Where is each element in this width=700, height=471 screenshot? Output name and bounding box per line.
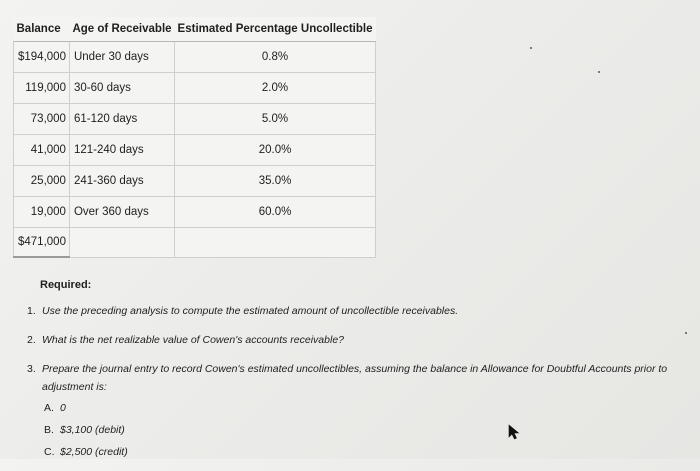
cell-percentage: 35.0% [175, 166, 376, 197]
option-item [44, 422, 687, 438]
option-text: $2,500 (credit) [60, 446, 128, 458]
option-item [44, 444, 687, 460]
table-row [14, 166, 376, 197]
options-list [27, 400, 687, 460]
item-text-continuation: adjustment is: [42, 381, 107, 393]
cell-age: 241-360 days [69, 166, 174, 197]
cell-age: Over 360 days [69, 197, 174, 228]
screen-speck [530, 47, 532, 49]
cell-percentage: 2.0% [175, 73, 376, 104]
aging-table-container [13, 17, 376, 258]
option-item [44, 400, 687, 416]
list-item [27, 360, 687, 460]
header-age: Age of Receivable [69, 17, 174, 42]
table-total-row [14, 228, 376, 258]
table-header-row [14, 17, 376, 42]
header-balance: Balance [14, 17, 70, 42]
list-item [27, 302, 687, 320]
mouse-cursor-icon [508, 424, 520, 440]
cell-percentage: 0.8% [175, 42, 376, 73]
cell-balance: 19,000 [14, 197, 70, 228]
cell-age: Under 30 days [69, 42, 174, 73]
cell-balance: 119,000 [14, 73, 70, 104]
screen-speck [598, 71, 600, 73]
cell-balance: 25,000 [14, 166, 70, 197]
header-percentage: Estimated Percentage Uncollectible [175, 17, 376, 42]
requirements-list [27, 302, 687, 471]
table-row [14, 73, 376, 104]
item-number: 1. [27, 305, 36, 317]
item-text: Use the preceding analysis to compute the estimated amount of uncollectible receivables. [42, 305, 459, 317]
cell-percentage: 60.0% [175, 197, 376, 228]
cell-percentage: 5.0% [175, 104, 376, 135]
item-number: 2. [27, 334, 36, 346]
cell-age: 61-120 days [69, 104, 174, 135]
table-row [14, 197, 376, 228]
option-letter: B. [44, 424, 54, 436]
option-letter: A. [44, 402, 54, 414]
item-text: What is the net realizable value of Cowen's accounts receivable? [42, 334, 345, 346]
table-row [14, 135, 376, 166]
cell-balance: $194,000 [14, 42, 70, 73]
cell-empty [175, 228, 376, 258]
cell-total-balance: $471,000 [14, 228, 70, 258]
option-text: $3,100 (debit) [60, 424, 125, 436]
cell-balance: 73,000 [14, 104, 70, 135]
cell-age: 121-240 days [69, 135, 174, 166]
option-letter: C. [44, 446, 55, 458]
item-number: 3. [27, 363, 36, 375]
required-heading: Required: [40, 279, 92, 291]
table-row [14, 42, 376, 73]
list-item [27, 331, 687, 349]
screen-speck [685, 332, 687, 334]
item-text: Prepare the journal entry to record Cowen's estimated uncollectibles, assuming the balance in Allowance for Doubtful Accounts prior to [42, 363, 668, 375]
cell-percentage: 20.0% [175, 135, 376, 166]
aging-schedule-table [13, 17, 376, 258]
cell-balance: 41,000 [14, 135, 70, 166]
table-row [14, 104, 376, 135]
cell-empty [69, 228, 174, 258]
option-text: 0 [60, 402, 66, 414]
cell-age: 30-60 days [69, 73, 174, 104]
